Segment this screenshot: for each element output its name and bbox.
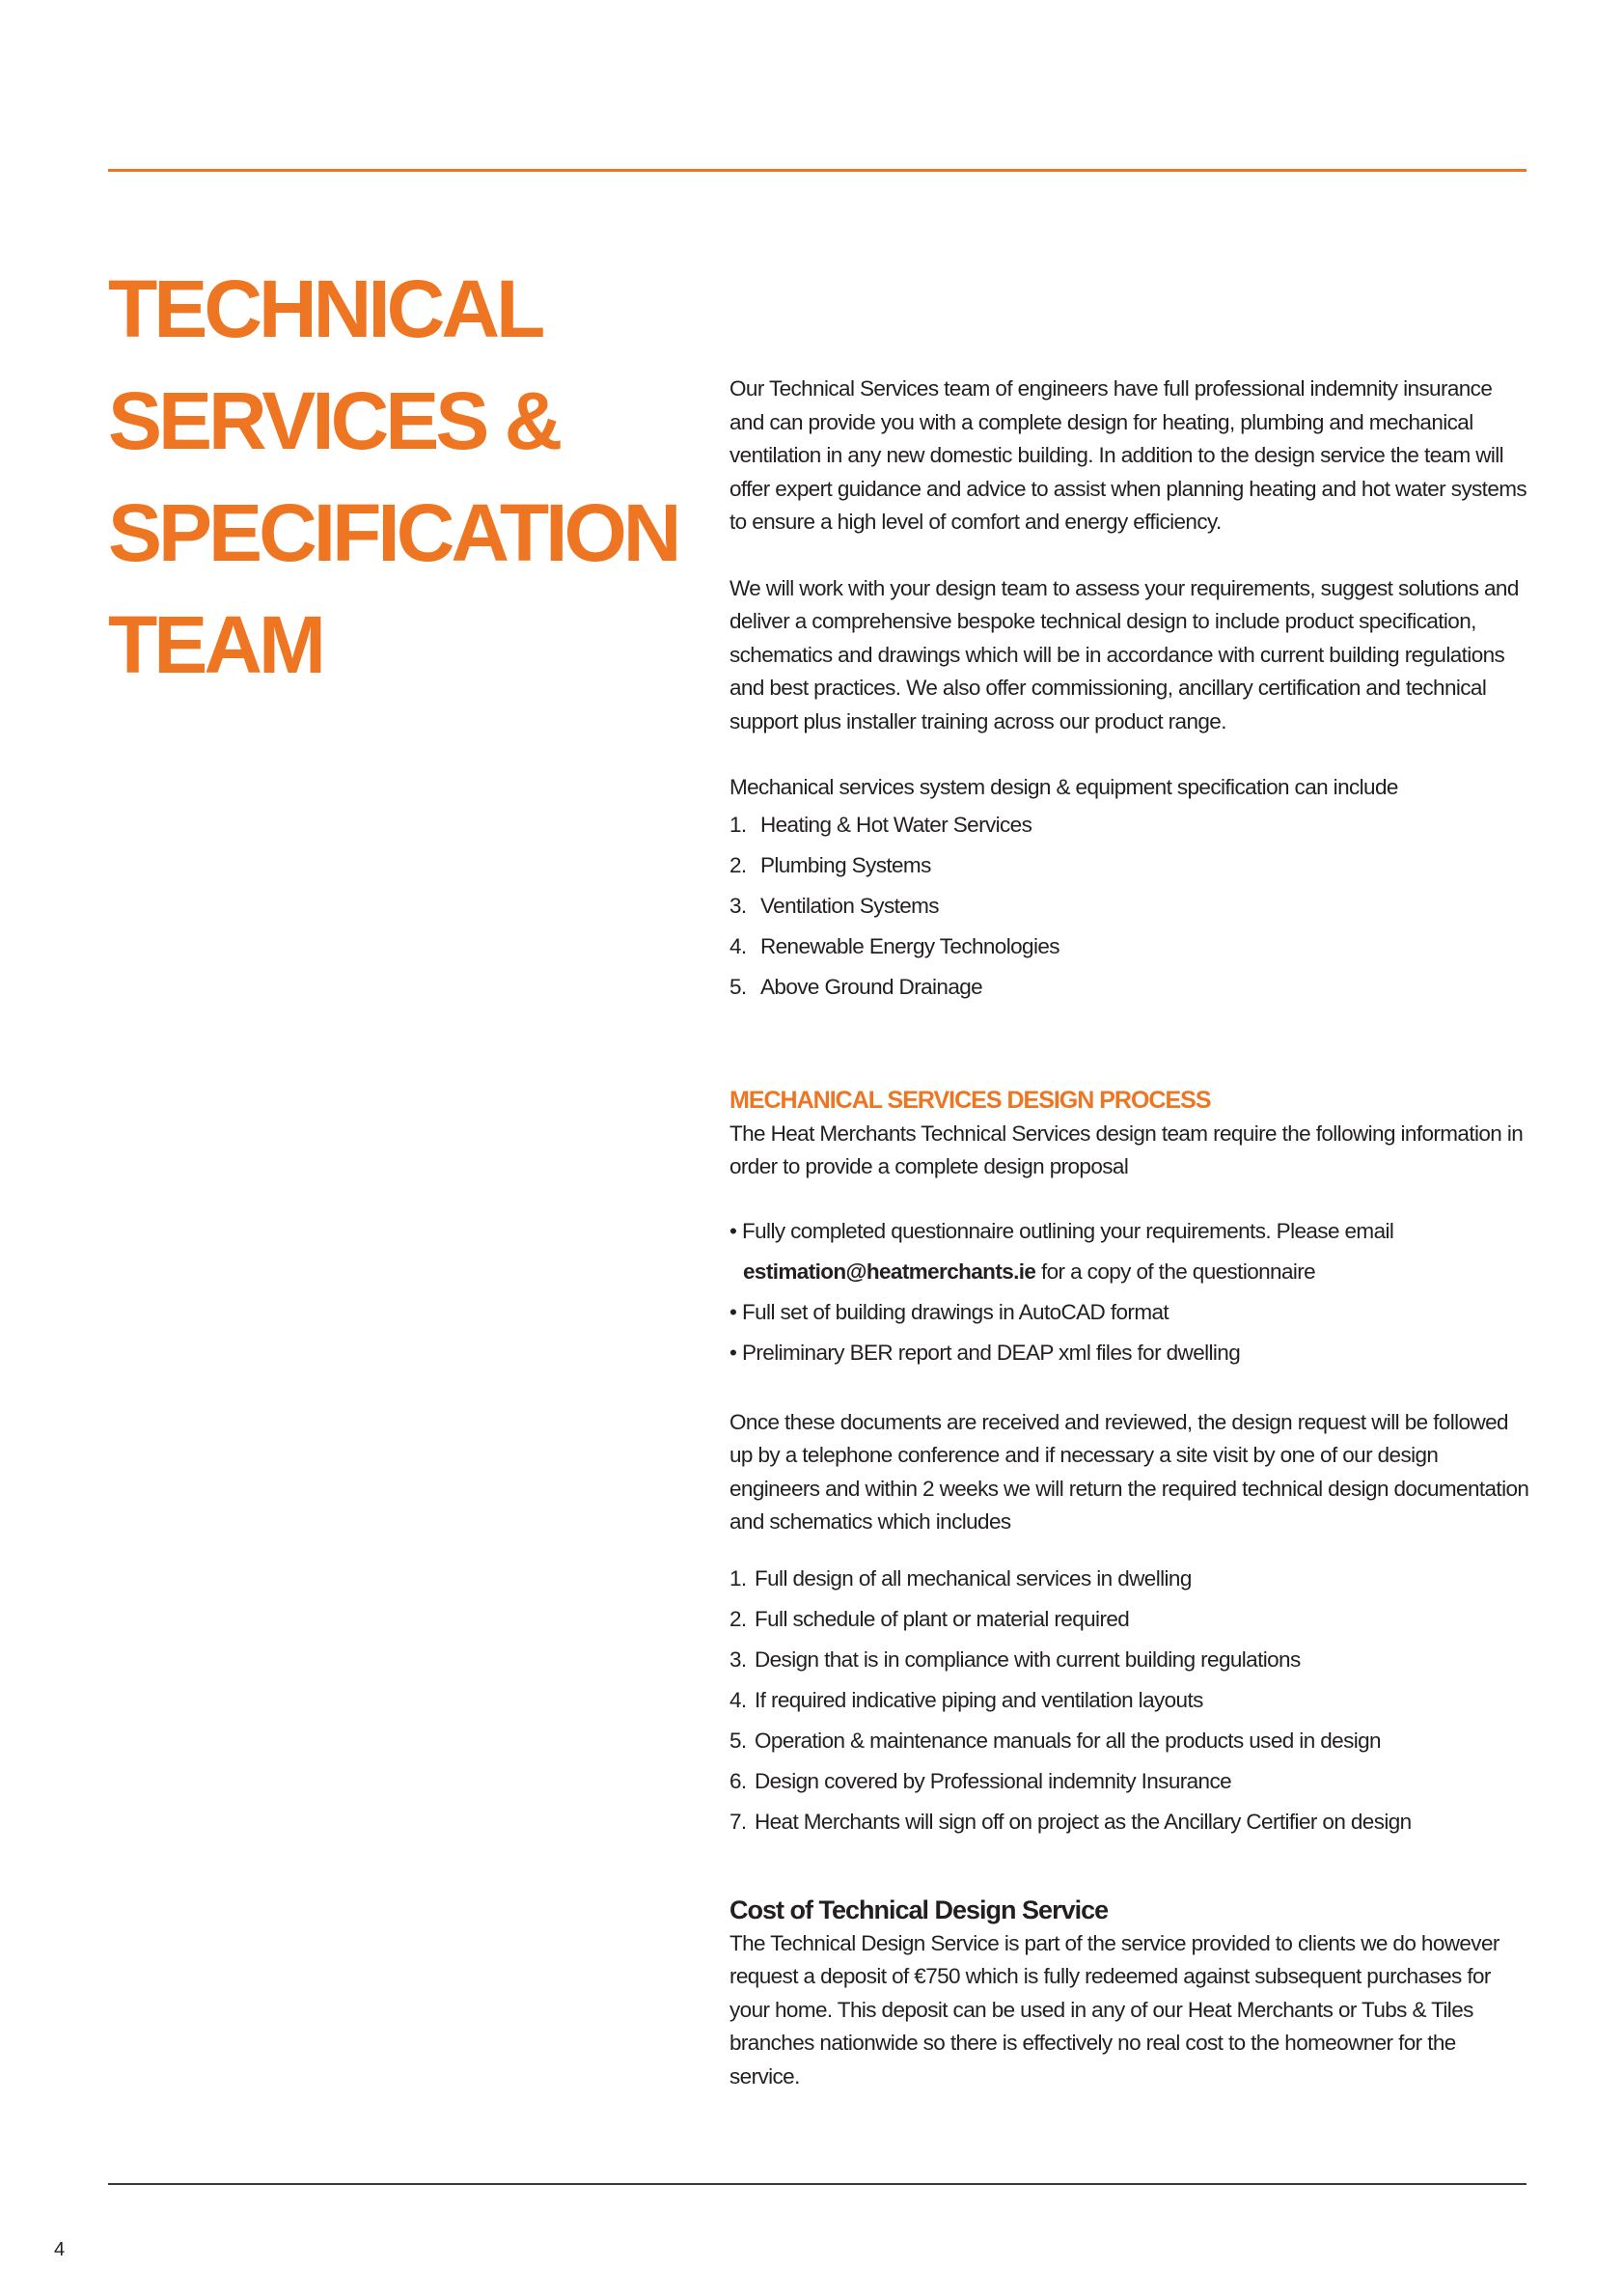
list-item bbox=[729, 1761, 1530, 1802]
list-item-label: Ventilation Systems bbox=[760, 893, 939, 918]
list-item-label: Preliminary BER report and DEAP xml files for dwelling bbox=[742, 1340, 1241, 1365]
cost-heading: Cost of Technical Design Service bbox=[729, 1895, 1109, 1924]
list-item-label: Renewable Energy Technologies bbox=[760, 933, 1059, 958]
list-item-number: 7. bbox=[729, 1809, 747, 1834]
list-item-number: 4. bbox=[729, 933, 747, 958]
list-item-number: 5. bbox=[729, 974, 747, 999]
process-heading: MECHANICAL SERVICES DESIGN PROCESS bbox=[729, 1086, 1211, 1114]
bottom-divider bbox=[108, 2183, 1527, 2185]
services-list bbox=[729, 805, 1530, 1008]
list-item-label: Plumbing Systems bbox=[760, 852, 931, 877]
list-item bbox=[729, 845, 1530, 886]
list-item-label: Fully completed questionnaire outlining your requirements. Please email bbox=[742, 1218, 1394, 1243]
intro-paragraph: Our Technical Services team of engineers have full professional indemnity insurance and can provide you with a complete design for heating, plumbing and mechanical ventilation in any new domestic building. In addition to the design service the team will offer expert guidance and advice to assist when planning heating and hot water systems to ensure a high level of comfort and energy efficiency. bbox=[729, 376, 1527, 534]
list-item-label: for a copy of the questionnaire bbox=[1035, 1259, 1316, 1284]
list-item-number: 3. bbox=[729, 1646, 747, 1672]
page-title-line: SPECIFICATION bbox=[108, 487, 678, 578]
list-item-number: 1. bbox=[729, 812, 747, 837]
cost-paragraph: The Technical Design Service is part of the service provided to clients we do however request a deposit of €750 which is fully redeemed against subsequent purchases for your home. This deposit can be used in any of our Heat Merchants or Tubs & Tiles branches nationwide so there is effectively no real cost to the homeowner for the service. bbox=[729, 1930, 1499, 2089]
page-title bbox=[108, 253, 706, 701]
list-item bbox=[729, 1599, 1530, 1640]
list-item-label: Full design of all mechanical services in dwelling bbox=[755, 1565, 1192, 1591]
list-item-number: 5. bbox=[729, 1728, 747, 1753]
list-item-number: 6. bbox=[729, 1768, 747, 1793]
services-list-intro: Mechanical services system design & equipment specification can include bbox=[729, 775, 1398, 799]
list-item bbox=[729, 967, 1530, 1008]
list-item-number: 3. bbox=[729, 893, 747, 918]
list-item-label: Design that is in compliance with current building regulations bbox=[755, 1646, 1301, 1672]
list-item bbox=[729, 927, 1530, 967]
page-title-line: SERVICES & bbox=[108, 375, 560, 466]
list-item-label: Above Ground Drainage bbox=[760, 974, 983, 999]
list-item bbox=[729, 805, 1530, 845]
process-intro: The Heat Merchants Technical Services design team require the following information in order to provide a complete design proposal bbox=[729, 1120, 1524, 1178]
list-item-number: 2. bbox=[729, 1606, 747, 1631]
followup-paragraph: Once these documents are received and reviewed, the design request will be followed up by a telephone conference and if necessary a site visit by one of our design engineers and within 2 weeks we will return the required technical design documentation and schematics which includes bbox=[729, 1409, 1529, 1534]
list-item-number: 1. bbox=[729, 1565, 747, 1591]
list-item bbox=[729, 1640, 1530, 1680]
page-number: 4 bbox=[54, 2239, 66, 2260]
list-item-label: If required indicative piping and ventilation layouts bbox=[755, 1687, 1203, 1712]
list-item bbox=[729, 1680, 1530, 1721]
list-item bbox=[729, 1333, 1530, 1373]
list-item bbox=[729, 1292, 1530, 1333]
bullet-icon: • bbox=[729, 1299, 737, 1324]
list-item-label: Heating & Hot Water Services bbox=[760, 812, 1032, 837]
list-item bbox=[729, 886, 1530, 927]
page-title-line: TEAM bbox=[108, 599, 322, 690]
bullet-icon: • bbox=[729, 1218, 737, 1243]
list-item-number: 4. bbox=[729, 1687, 747, 1712]
list-item-label: Full set of building drawings in AutoCAD format bbox=[742, 1299, 1169, 1324]
intro-paragraph: We will work with your design team to assess your requirements, suggest solutions and deliver a comprehensive bespoke technical design to include product specification, schematics and drawings which will be in accordance with current building regulations and best practices. We also offer commissioning, ancillary certification and technical support plus installer training across our product range. bbox=[729, 575, 1519, 733]
main-content bbox=[729, 373, 1530, 2093]
list-item bbox=[729, 1211, 1530, 1252]
top-divider bbox=[108, 169, 1527, 172]
list-item-label: Design covered by Professional indemnity Insurance bbox=[755, 1768, 1232, 1793]
requirements-list bbox=[729, 1211, 1530, 1373]
page-title-line: TECHNICAL bbox=[108, 263, 542, 354]
list-item-label: Heat Merchants will sign off on project as the Ancillary Certifier on design bbox=[755, 1809, 1412, 1834]
list-item-label: Full schedule of plant or material required bbox=[755, 1606, 1130, 1631]
list-item bbox=[729, 1721, 1530, 1761]
list-item-number: 2. bbox=[729, 852, 747, 877]
list-item-label: Operation & maintenance manuals for all the products used in design bbox=[755, 1728, 1381, 1753]
bullet-icon: • bbox=[729, 1340, 737, 1365]
list-item bbox=[729, 1802, 1530, 1842]
deliverables-list bbox=[729, 1559, 1530, 1842]
email-link[interactable]: estimation@heatmerchants.ie bbox=[743, 1259, 1036, 1284]
list-item bbox=[729, 1559, 1530, 1599]
list-item-continuation bbox=[729, 1252, 1530, 1292]
